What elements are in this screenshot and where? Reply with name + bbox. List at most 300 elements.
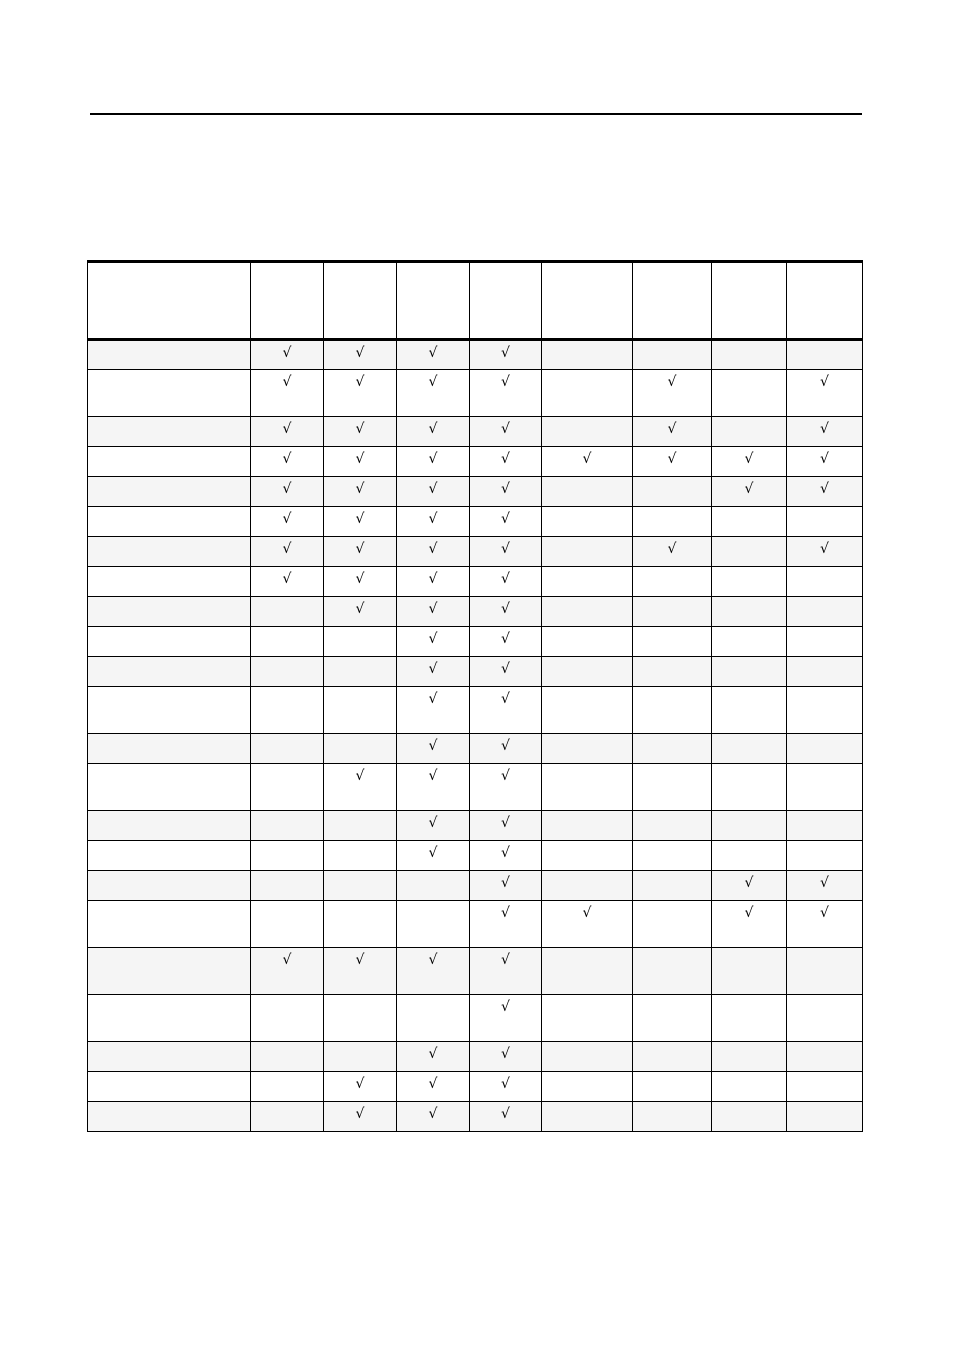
matrix-cell xyxy=(397,340,470,370)
check-mark: √ xyxy=(428,1076,438,1092)
matrix-cell xyxy=(470,567,542,597)
row-label-cell xyxy=(88,948,251,995)
matrix-cell xyxy=(470,901,542,948)
check-mark: √ xyxy=(501,999,510,1015)
table-row xyxy=(88,764,863,811)
matrix-cell xyxy=(324,417,397,447)
matrix-cell xyxy=(251,1102,324,1132)
matrix-cell xyxy=(633,657,712,687)
matrix-cell xyxy=(470,627,542,657)
matrix-cell xyxy=(397,734,470,764)
matrix-cell xyxy=(397,1042,470,1072)
matrix-cell xyxy=(324,1042,397,1072)
matrix-cell xyxy=(633,901,712,948)
matrix-cell xyxy=(787,340,863,370)
check-mark: √ xyxy=(428,601,438,617)
row-label-cell xyxy=(88,1102,251,1132)
matrix-cell xyxy=(397,841,470,871)
check-mark: √ xyxy=(282,571,292,587)
matrix-cell xyxy=(397,687,470,734)
check-mark: √ xyxy=(355,374,365,390)
matrix-cell xyxy=(787,447,863,477)
matrix-cell xyxy=(633,764,712,811)
matrix-cell xyxy=(787,657,863,687)
matrix-cell xyxy=(712,507,787,537)
check-mark: √ xyxy=(501,845,510,861)
matrix-cell xyxy=(251,370,324,417)
matrix-cell xyxy=(633,734,712,764)
matrix-cell xyxy=(787,1042,863,1072)
matrix-cell xyxy=(712,477,787,507)
matrix-cell xyxy=(324,447,397,477)
check-mark: √ xyxy=(744,875,754,891)
row-label-cell xyxy=(88,597,251,627)
matrix-cell xyxy=(633,340,712,370)
matrix-cell xyxy=(712,871,787,901)
matrix-cell xyxy=(787,1072,863,1102)
check-mark: √ xyxy=(355,1106,365,1122)
row-label-cell xyxy=(88,657,251,687)
header-cell-2 xyxy=(324,262,397,340)
matrix-cell xyxy=(542,901,633,948)
table-row xyxy=(88,370,863,417)
matrix-cell xyxy=(712,687,787,734)
matrix-cell xyxy=(251,447,324,477)
matrix-cell xyxy=(324,537,397,567)
matrix-cell xyxy=(397,417,470,447)
matrix-cell xyxy=(251,1072,324,1102)
check-mark: √ xyxy=(501,1106,510,1122)
check-mark: √ xyxy=(428,691,438,707)
matrix-cell xyxy=(251,340,324,370)
check-mark: √ xyxy=(501,481,510,497)
row-label-cell xyxy=(88,687,251,734)
matrix-cell xyxy=(251,507,324,537)
matrix-cell xyxy=(542,537,633,567)
check-mark: √ xyxy=(282,541,292,557)
matrix-cell xyxy=(542,567,633,597)
matrix-cell xyxy=(251,811,324,841)
matrix-cell xyxy=(542,657,633,687)
check-mark: √ xyxy=(282,451,292,467)
check-mark: √ xyxy=(582,451,592,467)
matrix-cell xyxy=(470,657,542,687)
matrix-cell xyxy=(633,447,712,477)
matrix-cell xyxy=(633,687,712,734)
matrix-cell xyxy=(470,734,542,764)
header-cell-1 xyxy=(251,262,324,340)
matrix-cell xyxy=(470,811,542,841)
matrix-cell xyxy=(397,627,470,657)
matrix-cell xyxy=(787,901,863,948)
matrix-cell xyxy=(787,567,863,597)
check-mark: √ xyxy=(667,451,677,467)
matrix-cell xyxy=(633,507,712,537)
table-row xyxy=(88,948,863,995)
table-row xyxy=(88,1072,863,1102)
check-mark: √ xyxy=(820,374,829,390)
row-label-cell xyxy=(88,734,251,764)
matrix-cell xyxy=(324,734,397,764)
matrix-cell xyxy=(787,597,863,627)
check-mark: √ xyxy=(428,451,438,467)
matrix-cell xyxy=(787,764,863,811)
check-mark: √ xyxy=(501,541,510,557)
table-row xyxy=(88,811,863,841)
check-mark: √ xyxy=(501,952,510,968)
matrix-cell xyxy=(787,948,863,995)
matrix-cell xyxy=(712,995,787,1042)
check-mark: √ xyxy=(428,738,438,754)
check-mark: √ xyxy=(428,481,438,497)
check-mark: √ xyxy=(355,421,365,437)
check-mark: √ xyxy=(428,374,438,390)
matrix-cell xyxy=(542,370,633,417)
check-mark: √ xyxy=(667,541,677,557)
table-row xyxy=(88,1042,863,1072)
row-label-cell xyxy=(88,370,251,417)
matrix-cell xyxy=(633,1042,712,1072)
check-mark: √ xyxy=(355,768,365,784)
check-mark: √ xyxy=(501,421,510,437)
matrix-cell xyxy=(470,370,542,417)
check-mark: √ xyxy=(355,571,365,587)
matrix-cell xyxy=(633,841,712,871)
check-mark: √ xyxy=(355,451,365,467)
header-cell-3 xyxy=(397,262,470,340)
matrix-cell xyxy=(470,871,542,901)
matrix-cell xyxy=(251,948,324,995)
matrix-cell xyxy=(470,764,542,811)
matrix-cell xyxy=(324,687,397,734)
check-mark: √ xyxy=(820,421,829,437)
row-label-cell xyxy=(88,627,251,657)
table-row xyxy=(88,841,863,871)
table-row xyxy=(88,871,863,901)
matrix-cell xyxy=(542,1042,633,1072)
matrix-cell xyxy=(712,1072,787,1102)
check-mark: √ xyxy=(282,374,292,390)
matrix-cell xyxy=(712,340,787,370)
row-label-cell xyxy=(88,477,251,507)
matrix-cell xyxy=(712,657,787,687)
matrix-cell xyxy=(712,764,787,811)
matrix-cell xyxy=(324,340,397,370)
header-cell-7 xyxy=(712,262,787,340)
matrix-cell xyxy=(324,948,397,995)
matrix-cell xyxy=(633,567,712,597)
matrix-cell xyxy=(324,1102,397,1132)
matrix-cell xyxy=(542,764,633,811)
table-header xyxy=(88,262,863,340)
check-mark: √ xyxy=(428,421,438,437)
table-row xyxy=(88,477,863,507)
matrix-cell xyxy=(470,1042,542,1072)
matrix-cell xyxy=(787,507,863,537)
matrix-cell xyxy=(712,1042,787,1072)
check-mark: √ xyxy=(355,481,365,497)
check-mark: √ xyxy=(501,571,510,587)
check-mark: √ xyxy=(501,1076,510,1092)
matrix-cell xyxy=(251,871,324,901)
header-cell-4 xyxy=(470,262,542,340)
check-mark: √ xyxy=(282,511,292,527)
check-mark: √ xyxy=(355,601,365,617)
matrix-cell xyxy=(324,811,397,841)
matrix-cell xyxy=(633,948,712,995)
row-label-cell xyxy=(88,567,251,597)
check-mark: √ xyxy=(355,541,365,557)
matrix-cell xyxy=(397,477,470,507)
matrix-cell xyxy=(251,537,324,567)
matrix-cell xyxy=(787,537,863,567)
matrix-cell xyxy=(251,764,324,811)
row-label-cell xyxy=(88,901,251,948)
matrix-cell xyxy=(542,948,633,995)
matrix-cell xyxy=(251,901,324,948)
matrix-cell xyxy=(470,597,542,627)
matrix-cell xyxy=(324,871,397,901)
matrix-cell xyxy=(470,1102,542,1132)
matrix-cell xyxy=(251,995,324,1042)
matrix-cell xyxy=(397,370,470,417)
table-row xyxy=(88,537,863,567)
matrix-cell xyxy=(542,1072,633,1102)
header-cell-0 xyxy=(88,262,251,340)
check-mark: √ xyxy=(820,481,829,497)
header-row xyxy=(88,262,863,340)
matrix-cell xyxy=(324,370,397,417)
check-mark: √ xyxy=(501,374,510,390)
check-mark: √ xyxy=(428,571,438,587)
matrix-cell xyxy=(712,370,787,417)
matrix-cell xyxy=(397,597,470,627)
check-mark: √ xyxy=(582,905,592,921)
check-mark: √ xyxy=(282,421,292,437)
matrix-cell xyxy=(633,1072,712,1102)
row-label-cell xyxy=(88,417,251,447)
matrix-cell xyxy=(324,567,397,597)
matrix-cell xyxy=(712,948,787,995)
check-mark: √ xyxy=(428,661,438,677)
check-mark: √ xyxy=(744,481,754,497)
check-mark: √ xyxy=(820,451,829,467)
check-mark: √ xyxy=(820,875,829,891)
matrix-cell xyxy=(712,597,787,627)
row-label-cell xyxy=(88,1042,251,1072)
matrix-cell xyxy=(397,507,470,537)
matrix-cell xyxy=(397,537,470,567)
matrix-cell xyxy=(470,447,542,477)
matrix-cell xyxy=(787,477,863,507)
matrix-cell xyxy=(787,811,863,841)
check-mark: √ xyxy=(501,768,510,784)
matrix-cell xyxy=(712,567,787,597)
check-mark: √ xyxy=(428,952,438,968)
matrix-cell xyxy=(542,687,633,734)
row-label-cell xyxy=(88,507,251,537)
check-mark: √ xyxy=(667,421,677,437)
matrix-cell xyxy=(542,477,633,507)
matrix-cell xyxy=(542,447,633,477)
matrix-cell xyxy=(712,537,787,567)
matrix-cell xyxy=(397,1102,470,1132)
matrix-cell xyxy=(251,597,324,627)
matrix-cell xyxy=(470,995,542,1042)
matrix-cell xyxy=(324,477,397,507)
matrix-cell xyxy=(633,477,712,507)
matrix-cell xyxy=(633,417,712,447)
check-mark: √ xyxy=(501,905,510,921)
matrix-cell xyxy=(251,734,324,764)
matrix-cell xyxy=(470,340,542,370)
matrix-cell xyxy=(787,687,863,734)
matrix-cell xyxy=(787,627,863,657)
matrix-cell xyxy=(712,417,787,447)
check-mark: √ xyxy=(744,905,754,921)
table-row xyxy=(88,567,863,597)
matrix-cell xyxy=(542,841,633,871)
matrix-cell xyxy=(542,871,633,901)
matrix-cell xyxy=(542,340,633,370)
matrix-cell xyxy=(251,657,324,687)
matrix-cell xyxy=(712,447,787,477)
check-mark: √ xyxy=(501,601,510,617)
matrix-cell xyxy=(397,901,470,948)
check-mark: √ xyxy=(428,1046,438,1062)
matrix-cell xyxy=(470,687,542,734)
matrix-cell xyxy=(633,627,712,657)
matrix-cell xyxy=(633,811,712,841)
matrix-cell xyxy=(542,627,633,657)
matrix-cell xyxy=(397,811,470,841)
table-row xyxy=(88,1102,863,1132)
matrix-cell xyxy=(397,948,470,995)
header-cell-6 xyxy=(633,262,712,340)
check-mark: √ xyxy=(501,631,510,647)
table-row xyxy=(88,901,863,948)
feature-matrix-table xyxy=(87,260,863,1132)
matrix-cell xyxy=(397,567,470,597)
table-row xyxy=(88,447,863,477)
row-label-cell xyxy=(88,811,251,841)
table-row xyxy=(88,340,863,370)
check-mark: √ xyxy=(501,345,510,361)
row-label-cell xyxy=(88,871,251,901)
table-row xyxy=(88,995,863,1042)
matrix-cell xyxy=(787,417,863,447)
matrix-cell xyxy=(542,811,633,841)
matrix-cell xyxy=(324,597,397,627)
matrix-cell xyxy=(787,871,863,901)
row-label-cell xyxy=(88,841,251,871)
matrix-cell xyxy=(712,627,787,657)
matrix-cell xyxy=(324,995,397,1042)
matrix-cell xyxy=(633,995,712,1042)
matrix-cell xyxy=(470,948,542,995)
matrix-cell xyxy=(542,597,633,627)
check-mark: √ xyxy=(501,451,510,467)
matrix-cell xyxy=(397,1072,470,1102)
header-cell-5 xyxy=(542,262,633,340)
matrix-cell xyxy=(324,627,397,657)
check-mark: √ xyxy=(820,905,829,921)
check-mark: √ xyxy=(428,631,438,647)
matrix-cell xyxy=(542,734,633,764)
matrix-cell xyxy=(712,1102,787,1132)
check-mark: √ xyxy=(355,511,365,527)
matrix-cell xyxy=(542,1102,633,1132)
check-mark: √ xyxy=(355,1076,365,1092)
matrix-cell xyxy=(324,507,397,537)
table-body xyxy=(88,340,863,1132)
check-mark: √ xyxy=(501,875,510,891)
header-cell-8 xyxy=(787,262,863,340)
table-row xyxy=(88,734,863,764)
check-mark: √ xyxy=(501,661,510,677)
matrix-cell xyxy=(324,901,397,948)
matrix-cell xyxy=(787,734,863,764)
matrix-cell xyxy=(324,841,397,871)
check-mark: √ xyxy=(501,1046,510,1062)
check-mark: √ xyxy=(428,815,438,831)
matrix-cell xyxy=(542,507,633,537)
check-mark: √ xyxy=(282,952,292,968)
matrix-cell xyxy=(324,1072,397,1102)
check-mark: √ xyxy=(428,1106,438,1122)
check-mark: √ xyxy=(355,952,365,968)
matrix-cell xyxy=(470,1072,542,1102)
row-label-cell xyxy=(88,340,251,370)
table-row xyxy=(88,657,863,687)
row-label-cell xyxy=(88,995,251,1042)
table-row xyxy=(88,597,863,627)
matrix-cell xyxy=(787,1102,863,1132)
check-mark: √ xyxy=(820,541,829,557)
matrix-cell xyxy=(787,370,863,417)
row-label-cell xyxy=(88,447,251,477)
matrix-cell xyxy=(251,687,324,734)
matrix-cell xyxy=(470,841,542,871)
matrix-cell xyxy=(470,417,542,447)
matrix-cell xyxy=(397,764,470,811)
matrix-cell xyxy=(397,995,470,1042)
check-mark: √ xyxy=(501,815,510,831)
matrix-cell xyxy=(712,901,787,948)
matrix-cell xyxy=(542,995,633,1042)
matrix-cell xyxy=(787,841,863,871)
check-mark: √ xyxy=(501,691,510,707)
check-mark: √ xyxy=(501,738,510,754)
check-mark: √ xyxy=(744,451,754,467)
matrix-cell xyxy=(251,417,324,447)
matrix-cell xyxy=(251,567,324,597)
matrix-cell xyxy=(324,764,397,811)
matrix-cell xyxy=(542,417,633,447)
matrix-cell xyxy=(633,537,712,567)
matrix-cell xyxy=(251,841,324,871)
table-row xyxy=(88,507,863,537)
check-mark: √ xyxy=(428,511,438,527)
row-label-cell xyxy=(88,537,251,567)
matrix-cell xyxy=(251,477,324,507)
check-mark: √ xyxy=(282,345,292,361)
check-mark: √ xyxy=(428,345,438,361)
header-rule xyxy=(90,113,862,115)
matrix-cell xyxy=(470,537,542,567)
row-label-cell xyxy=(88,1072,251,1102)
matrix-cell xyxy=(712,734,787,764)
